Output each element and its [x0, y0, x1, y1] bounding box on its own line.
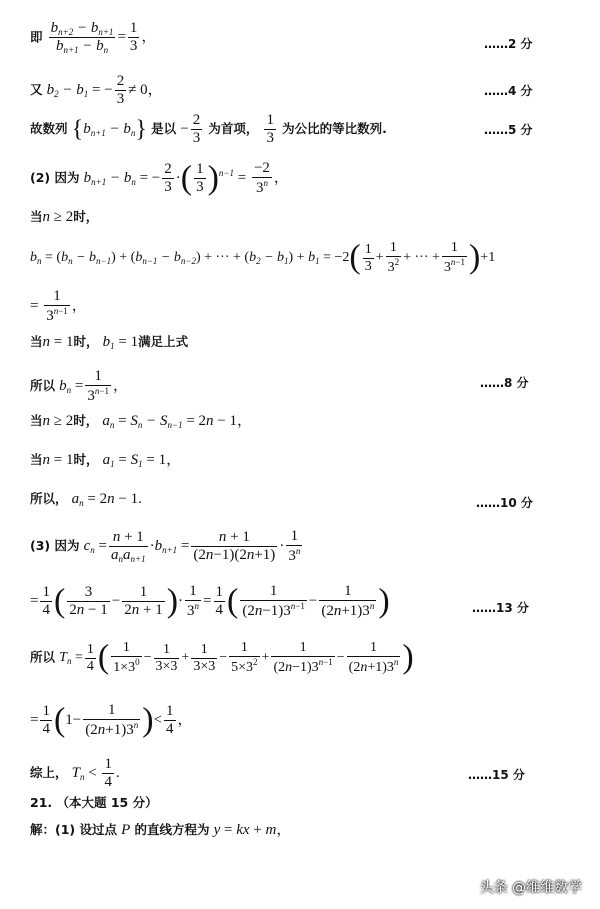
score-15: ……15 分 [468, 768, 525, 782]
formula-ratio: $\frac{b_{n+2} - b_{n+1}}{b_{n+1} - b_n}$ = $\frac{1}{3}$ ， [50, 20, 157, 56]
line-10: 当n ≥ 2时， $a_n = S_n - S_{n-1} = 2n - 1$， [30, 413, 253, 430]
formula-diff: $b_{n+1} - b_n$ = − $\frac{2}{3}$ ·( $\frac{1}{3}$ )$^{n-1}$ = $\frac{-2}{3^n}$ ， [83, 159, 289, 197]
line-11: 当n = 1时， $a_1 = S_1 = 1$， [30, 452, 182, 469]
formula-bound: = $\frac{1}{4}$ (1− $\frac{1}{(2n+1)3^n}$ )< $\frac{1}{4}$ ， [30, 701, 193, 739]
formula-split: = $\frac{1}{4}$ ( $\frac{3}{2n - 1}$ − $\frac{1}{2n + 1}$ )· $\frac{1}{3^n}$ = $\frac{1}{4}$ ( $\frac{1}{(2n-1)3^{n-1}}$ − $\frac{1}{(2n+1)3^n}$ ) [30, 582, 390, 620]
line-15: 所以 $T_n$ = $\frac{1}{4}$ ( $\frac{1}{1\times 3^0}$ − $\frac{1}{3\times 3}$ + $\frac{1}{3\times 3}$ − $\frac{1}{5\times 3^2}$ + $\frac{1}{(2n-1)3^{n-1}}$ − $\frac{1}{(2n+1)3^n}$ ) [30, 638, 414, 676]
score-5: ……5 分 [484, 123, 533, 137]
score-8: ……8 分 [480, 376, 529, 390]
line-7 [30, 288, 570, 326]
line-13: (3) 因为 $c_n$ = $\frac{n + 1}{a_na_{n+1}}$ $\cdot b_{n+1}$ = $\frac{n + 1}{(2n-1)(2n+1)}$ · $\frac{1}{3^n}$ [30, 528, 570, 566]
line-17: 综上， $T_n$ < $\frac{1}{4}$ . [30, 756, 120, 791]
line-16 [30, 702, 570, 740]
line-19: 解：(1) 设过点 P 的直线方程为 y = kx + m， [30, 822, 292, 838]
line-6 [30, 240, 570, 276]
line-12: 所以， $a_n = 2n - 1$. [30, 491, 142, 508]
score-13: ……13 分 [472, 601, 529, 615]
line-8: 当n = 1时， $b_1 = 1$满足上式 [30, 334, 189, 351]
formula-b2-b1: $b_2 - b_1$ = − $\frac{2}{3}$ ≠ 0， [46, 73, 163, 108]
watermark: 头条 @维维数学 [479, 880, 582, 896]
text-ji: 即 [30, 29, 43, 45]
formula-telescoping: $b_n = (b_n - b_{n-1}) + (b_{n-1} - b_{n-2})$ + ··· + $(b_2 - b_1) + b_1 = -2$( $\frac{1}{3}$ + $\frac{1}{3^2}$ + ··· + $\frac{1}{3^{n-1}}$ )+1 [30, 238, 496, 276]
line-4: (2) 因为 $b_{n+1} - b_n$ = − $\frac{2}{3}$ ·( $\frac{1}{3}$ )$^{n-1}$ = $\frac{-2}{3^n}$ ， [30, 159, 289, 197]
score-2: ……2 分 [484, 37, 533, 51]
question-21-heading: 21. （本大题 15 分） [30, 795, 158, 810]
formula-Tn: $T_n$ = $\frac{1}{4}$ ( $\frac{1}{1\times 3^0}$ − $\frac{1}{3\times 3}$ + $\frac{1}{3\times 3}$ − $\frac{1}{5\times 3^2}$ + $\frac{1}{(2n-1)3^{n-1}}$ − $\frac{1}{(2n+1)3^n}$ ) [59, 638, 414, 676]
score-10: ……10 分 [476, 496, 533, 510]
formula-seq: $\{b_{n+1} - b_n\}$ [71, 116, 147, 143]
line-3: 故数列 $\{b_{n+1} - b_n\}$ 是以 − $\frac{2}{3}$ 为首项， $\frac{1}{3}$ 为公比的等比数列. [30, 112, 387, 147]
line-5: 当n ≥ 2时， [30, 209, 99, 225]
score-4: ……4 分 [484, 84, 533, 98]
line-9: 所以 $b_n$ = $\frac{1}{3^{n-1}}$ ， [30, 368, 128, 405]
line-18 [30, 797, 570, 810]
formula-cn: $c_n$ = $\frac{n + 1}{a_na_{n+1}}$ $\cdot b_{n+1}$ = $\frac{n + 1}{(2n-1)(2n+1)}$ · $\frac{1}{3^n}$ [83, 528, 301, 565]
formula-result: = $\frac{1}{3^{n-1}}$ ， [30, 288, 87, 325]
line-2: 又 $b_2 - b_1$ = − $\frac{2}{3}$ ≠ 0， [30, 73, 163, 108]
